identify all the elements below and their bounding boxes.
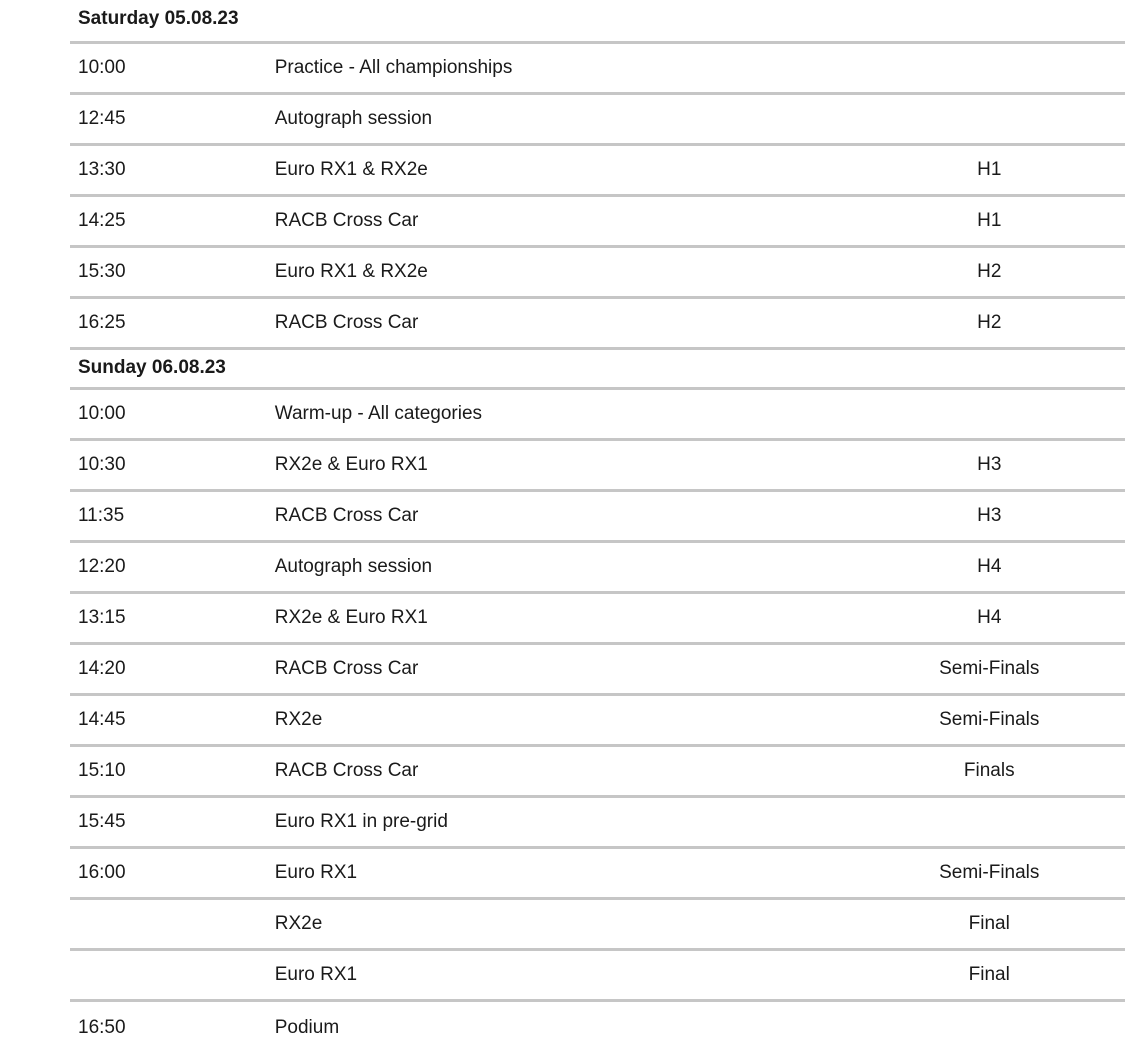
schedule-row	[70, 146, 1125, 197]
time-cell: 16:00	[78, 862, 126, 883]
time-cell: 14:25	[78, 210, 126, 231]
event-cell: RACB Cross Car	[274, 760, 419, 781]
event-cell: RACB Cross Car	[274, 312, 419, 333]
schedule-row	[70, 594, 1125, 645]
schedule-row	[70, 248, 1125, 299]
event-schedule	[70, 0, 1125, 1053]
heat-cell: Finals	[963, 760, 1015, 781]
heat-cell: H2	[977, 261, 1002, 282]
event-cell: RACB Cross Car	[274, 210, 419, 231]
event-cell: Euro RX1	[274, 964, 358, 985]
day-header: Saturday 05.08.23	[70, 0, 1125, 44]
event-cell: RX2e	[274, 709, 323, 730]
time-cell: 15:30	[78, 261, 126, 282]
event-cell: Practice - All championships	[274, 57, 513, 78]
event-cell: RX2e & Euro RX1	[274, 454, 428, 475]
heat-cell: H4	[977, 556, 1002, 577]
event-cell: RACB Cross Car	[274, 505, 419, 526]
heat-cell: H4	[977, 607, 1002, 628]
schedule-row	[70, 645, 1125, 696]
heat-cell: Final	[968, 913, 1010, 934]
event-cell: Euro RX1 in pre-grid	[274, 811, 448, 832]
schedule-row	[70, 951, 1125, 1002]
heat-cell: H1	[977, 210, 1002, 231]
schedule-row	[70, 197, 1125, 248]
time-cell: 10:30	[78, 454, 126, 475]
event-cell: Warm-up - All categories	[274, 403, 483, 424]
schedule-row	[70, 696, 1125, 747]
heat-cell: H3	[977, 505, 1002, 526]
schedule-row	[70, 798, 1125, 849]
time-cell: 13:30	[78, 159, 126, 180]
schedule-row	[70, 1002, 1125, 1053]
event-cell: Euro RX1 & RX2e	[274, 261, 428, 282]
schedule-row	[70, 900, 1125, 951]
schedule-row	[70, 543, 1125, 594]
time-cell: 15:45	[78, 811, 126, 832]
heat-cell: H3	[977, 454, 1002, 475]
schedule-row	[70, 747, 1125, 798]
schedule-row	[70, 441, 1125, 492]
schedule-row	[70, 299, 1125, 350]
event-cell: Euro RX1	[274, 862, 358, 883]
time-cell: 14:45	[78, 709, 126, 730]
time-cell: 16:50	[78, 1016, 126, 1038]
schedule-row	[70, 849, 1125, 900]
time-cell: 11:35	[78, 505, 125, 526]
schedule-row	[70, 390, 1125, 441]
event-cell: RX2e & Euro RX1	[274, 607, 428, 628]
time-cell: 13:15	[78, 607, 126, 628]
time-cell: 16:25	[78, 312, 126, 333]
day-header: Sunday 06.08.23	[70, 350, 1125, 390]
time-cell: 12:20	[78, 556, 126, 577]
event-cell: Euro RX1 & RX2e	[274, 159, 428, 180]
event-cell: RACB Cross Car	[274, 658, 419, 679]
event-cell: Podium	[274, 1016, 340, 1038]
time-cell: 12:45	[78, 108, 126, 129]
event-cell: Autograph session	[274, 556, 433, 577]
heat-cell: Semi-Finals	[939, 658, 1040, 679]
schedule-row	[70, 44, 1125, 95]
time-cell: 15:10	[78, 760, 126, 781]
schedule-row	[70, 492, 1125, 543]
time-cell: 10:00	[78, 57, 126, 78]
heat-cell: Semi-Finals	[939, 862, 1040, 883]
time-cell: 14:20	[78, 658, 126, 679]
event-cell: RX2e	[274, 913, 323, 934]
heat-cell: H1	[977, 159, 1002, 180]
heat-cell: Final	[968, 964, 1010, 985]
schedule-row	[70, 95, 1125, 146]
heat-cell: Semi-Finals	[939, 709, 1040, 730]
heat-cell: H2	[977, 312, 1002, 333]
time-cell: 10:00	[78, 403, 126, 424]
event-cell: Autograph session	[274, 108, 433, 129]
